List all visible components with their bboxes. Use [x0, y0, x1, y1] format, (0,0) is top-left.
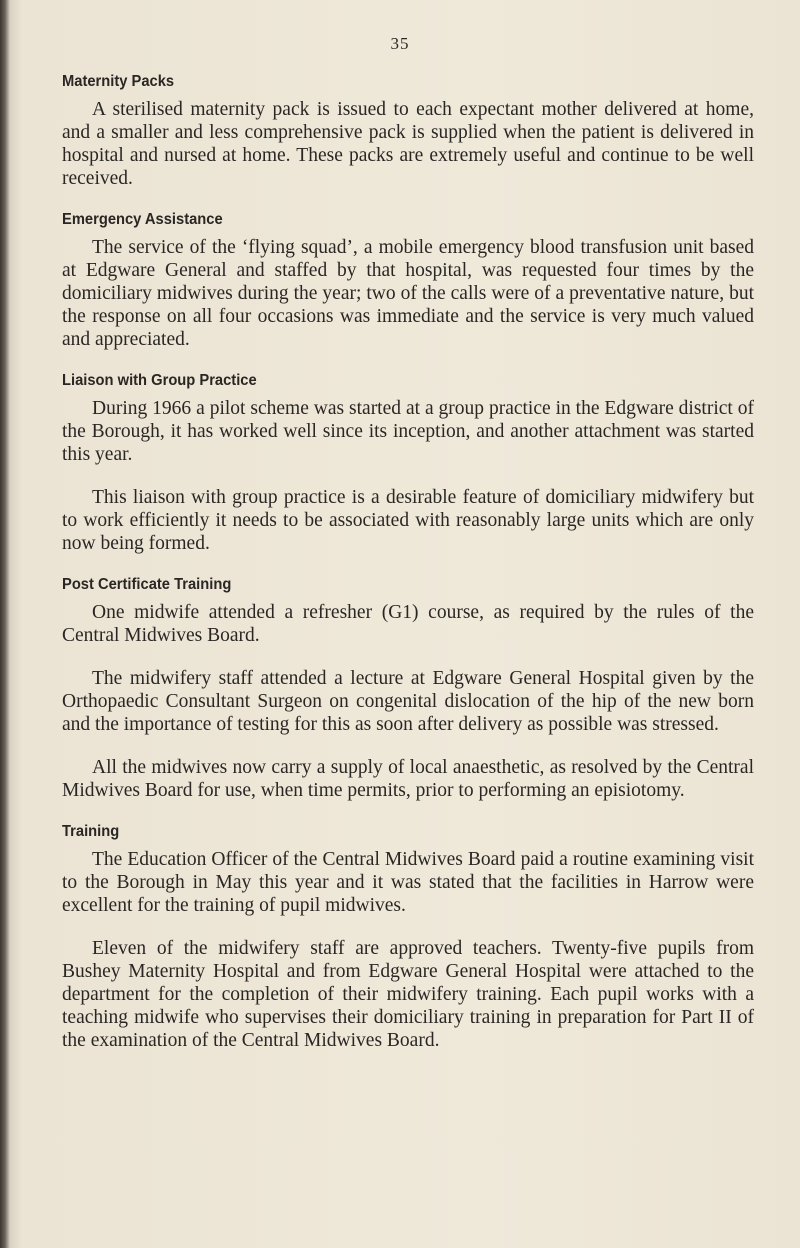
section-heading: Maternity Packs	[62, 73, 175, 90]
section-heading: Liaison with Group Practice	[62, 372, 257, 389]
paragraph: One midwife attended a refresher (G1) course, as required by the rules of the Central Midwives Board.	[62, 602, 754, 646]
section-emergency-assistance	[62, 208, 754, 351]
paragraph: Eleven of the midwifery staff are approved teachers. Twenty-five pupils from Bushey Maternity Hospital and from Edgware General Hospital were attached to the department for the completion of their midwifery training. Each pupil works with a teaching midwife who supervises their domiciliary training in preparation for Part II of the examination of the Central Midwives Board.	[62, 938, 754, 1051]
paragraph: A sterilised maternity pack is issued to each expectant mother delivered at home, and a smaller and less comprehensive pack is supplied when the patient is delivered in hospital and nursed at home. These packs are extremely useful and continue to be well received.	[62, 99, 754, 189]
paragraph: The Education Officer of the Central Midwives Board paid a routine examining visit to the Borough in May this year and it was stated that the facilities in Harrow were excellent for the training of pupil midwives.	[62, 849, 754, 916]
paragraph: This liaison with group practice is a desirable feature of domiciliary midwifery but to work efficiently it needs to be associated with reasonably large units which are only now being formed.	[62, 487, 754, 554]
section-maternity-packs	[62, 70, 754, 190]
paragraph: During 1966 a pilot scheme was started at a group practice in the Edgware district of the Borough, it has worked well since its inception, and another attachment was started this year.	[62, 398, 754, 465]
section-heading: Training	[62, 823, 120, 840]
section-post-certificate-training	[62, 573, 754, 802]
paragraph: The midwifery staff attended a lecture at Edgware General Hospital given by the Orthopaedic Consultant Surgeon on congenital dislocation of the hip of the new born and the importance of testing for this as soon after delivery as possible was stressed.	[62, 668, 754, 735]
paragraph: All the midwives now carry a supply of local anaesthetic, as resolved by the Central Midwives Board for use, when time permits, prior to performing an episiotomy.	[62, 757, 754, 801]
section-heading: Emergency Assistance	[62, 211, 223, 228]
paragraph: The service of the ‘flying squad’, a mobile emergency blood transfusion unit based at Edgware General and staffed by that hospital, was requested four times by the domiciliary midwives during the year; two of the calls were of a preventative nature, but the response on all four occasions was immediate and the service is very much valued and appreciated.	[62, 237, 754, 350]
page-number: 35	[390, 34, 410, 53]
section-training	[62, 820, 754, 1052]
section-liaison-group-practice	[62, 369, 754, 555]
section-heading: Post Certificate Training	[62, 576, 232, 593]
document-body	[62, 70, 754, 1070]
